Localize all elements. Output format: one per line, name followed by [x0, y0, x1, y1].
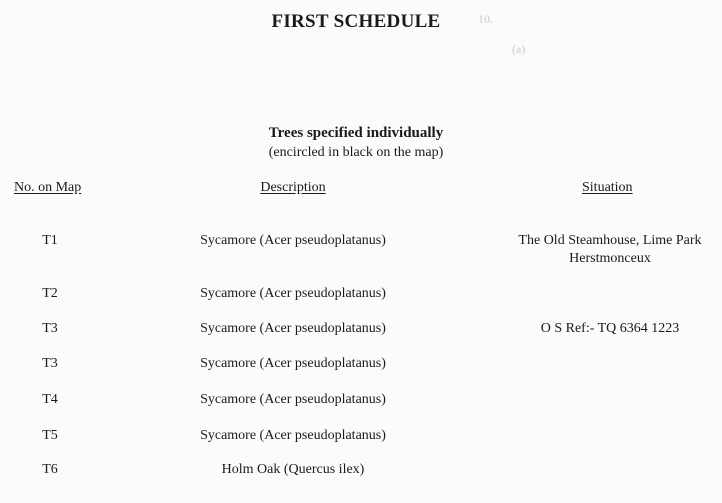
tree-description: Sycamore (Acer pseudoplatanus) — [200, 233, 386, 248]
section-note: (encircled in black on the map) — [268, 145, 444, 160]
table-row — [0, 286, 722, 306]
tree-description: Sycamore (Acer pseudoplatanus) — [200, 428, 386, 443]
column-header-situation: Situation — [582, 180, 633, 195]
section-heading: Trees specified individually — [268, 125, 444, 141]
situation-locality: Herstmonceux — [569, 251, 651, 266]
tree-number: T2 — [42, 286, 58, 301]
tree-number: T5 — [42, 428, 58, 443]
situation-address: The Old Steamhouse, Lime Park — [518, 233, 702, 248]
situation-os-ref: O S Ref:- TQ 6364 1223 — [540, 321, 680, 336]
tree-description: Sycamore (Acer pseudoplatanus) — [200, 392, 386, 407]
column-header-description: Description — [260, 180, 326, 195]
column-header-no: No. on Map — [14, 180, 82, 195]
tree-number: T6 — [42, 462, 58, 477]
tree-number: T3 — [42, 356, 58, 371]
table-row — [0, 428, 722, 448]
tree-number: T4 — [42, 392, 58, 407]
page-title: FIRST SCHEDULE — [271, 11, 441, 32]
tree-description: Sycamore (Acer pseudoplatanus) — [200, 286, 386, 301]
tree-description: Sycamore (Acer pseudoplatanus) — [200, 321, 386, 336]
table-row — [0, 392, 722, 412]
table-row — [0, 462, 722, 482]
tree-description: Sycamore (Acer pseudoplatanus) — [200, 356, 386, 371]
tree-number: T3 — [42, 321, 58, 336]
table-row — [0, 356, 722, 376]
tree-number: T1 — [42, 233, 58, 248]
bleed-through-text: (a) — [512, 42, 526, 56]
bleed-through-text: 10. — [478, 12, 493, 26]
tree-description: Holm Oak (Quercus ilex) — [221, 462, 365, 477]
